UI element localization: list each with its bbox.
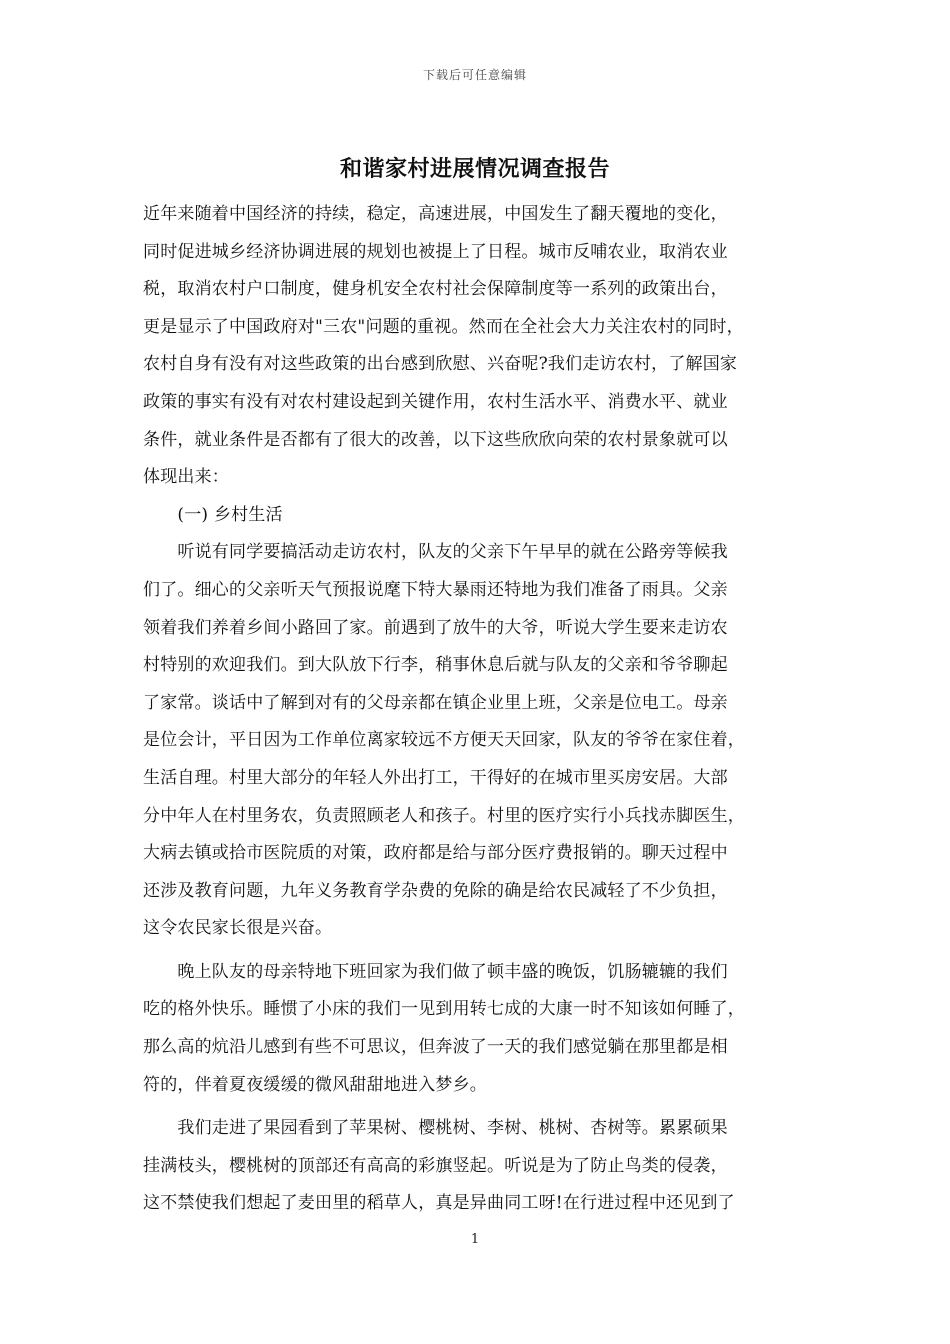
text-line: 农村自身有没有对这些政策的出台感到欣慰、兴奋呢?我们走访农村，了解国家	[143, 354, 738, 375]
text-line: 大病去镇或拾市医院质的对策，政府都是给与部分医疗费报销的。聊天过程中	[143, 843, 728, 864]
text-line: 吃的格外快乐。睡惯了小床的我们一见到用转七成的大康一时不知该如何睡了，	[143, 999, 745, 1020]
text-line: 还涉及教育问题，九年义务教育学杂费的免除的确是给农民减轻了不少负担，	[143, 880, 728, 901]
text-line: 生活自理。村里大部分的年轻人外出打工，干得好的在城市里买房安居。大部	[143, 767, 728, 788]
text-line: 了家常。谈话中了解到对有的父母亲都在镇企业里上班，父亲是位电工。母亲	[143, 692, 728, 713]
text-line: 是位会计，平日因为工作单位离家较远不方便天天回家，队友的爷爷在家住着，	[143, 730, 745, 751]
text-line: 村特别的欢迎我们。到大队放下行李，稍事休息后就与队友的父亲和爷爷聊起	[143, 655, 728, 676]
text-line: 符的，伴着夏夜缓缓的微风甜甜地进入梦乡。	[143, 1074, 487, 1095]
text-line: 体现出来：	[143, 467, 229, 488]
text-line: 政策的事实有没有对农村建设起到关键作用，农村生活水平、消费水平、就业	[143, 391, 728, 412]
text-line: 这令农民家长很是兴奋。	[143, 918, 333, 939]
section-heading: (一) 乡村生活	[143, 504, 283, 525]
text-line: 同时促进城乡经济协调进展的规划也被提上了日程。城市反哺农业，取消农业	[143, 241, 728, 262]
text-line: 听说有同学要搞活动走访农村，队友的父亲下午早早的就在公路旁等候我	[143, 542, 728, 563]
text-line: 条件，就业条件是否都有了很大的改善，以下这些欣欣向荣的农村景象就可以	[143, 429, 728, 450]
text-line: 近年来随着中国经济的持续，稳定，高速进展，中国发生了翻天覆地的变化，	[143, 204, 728, 224]
document-title: 和谐家村进展情况调查报告	[339, 156, 610, 182]
text-line: 领着我们养着乡间小路回了家。前遇到了放牛的大爷，听说大学生要来走访农	[143, 617, 728, 638]
text-line: 税，取消农村户口制度，健身机安全农村社会保障制度等一系列的政策出台，	[143, 279, 728, 300]
header-note: 下载后可任意编辑	[422, 68, 527, 82]
text-line: 那么高的炕沿儿感到有些不可思议，但奔波了一天的我们感觉躺在那里都是相	[143, 1037, 728, 1058]
text-line: 我们走进了果园看到了苹果树、樱桃树、李树、桃树、杏树等。累累硕果	[143, 1118, 728, 1139]
page-number: 1	[470, 1232, 480, 1247]
body-text	[143, 196, 823, 1223]
text-line: 晚上队友的母亲特地下班回家为我们做了顿丰盛的晚饭，饥肠辘辘的我们	[143, 961, 728, 982]
text-line: 分中年人在村里务农，负责照顾老人和孩子。村里的医疗实行小兵找赤脚医生，	[143, 805, 745, 826]
text-line: 挂满枝头，樱桃树的顶部还有高高的彩旗竖起。听说是为了防止鸟类的侵袭，	[143, 1155, 728, 1176]
text-line: 更是显示了中国政府对"三农"问题的重视。然而在全社会大力关注农村的同时，	[143, 316, 744, 337]
text-line: 们了。细心的父亲听天气预报说麾下特大暴雨还特地为我们准备了雨具。父亲	[143, 579, 728, 600]
text-line: 这不禁使我们想起了麦田里的稻草人，真是异曲同工呀!在行进过程中还见到了	[143, 1193, 735, 1214]
